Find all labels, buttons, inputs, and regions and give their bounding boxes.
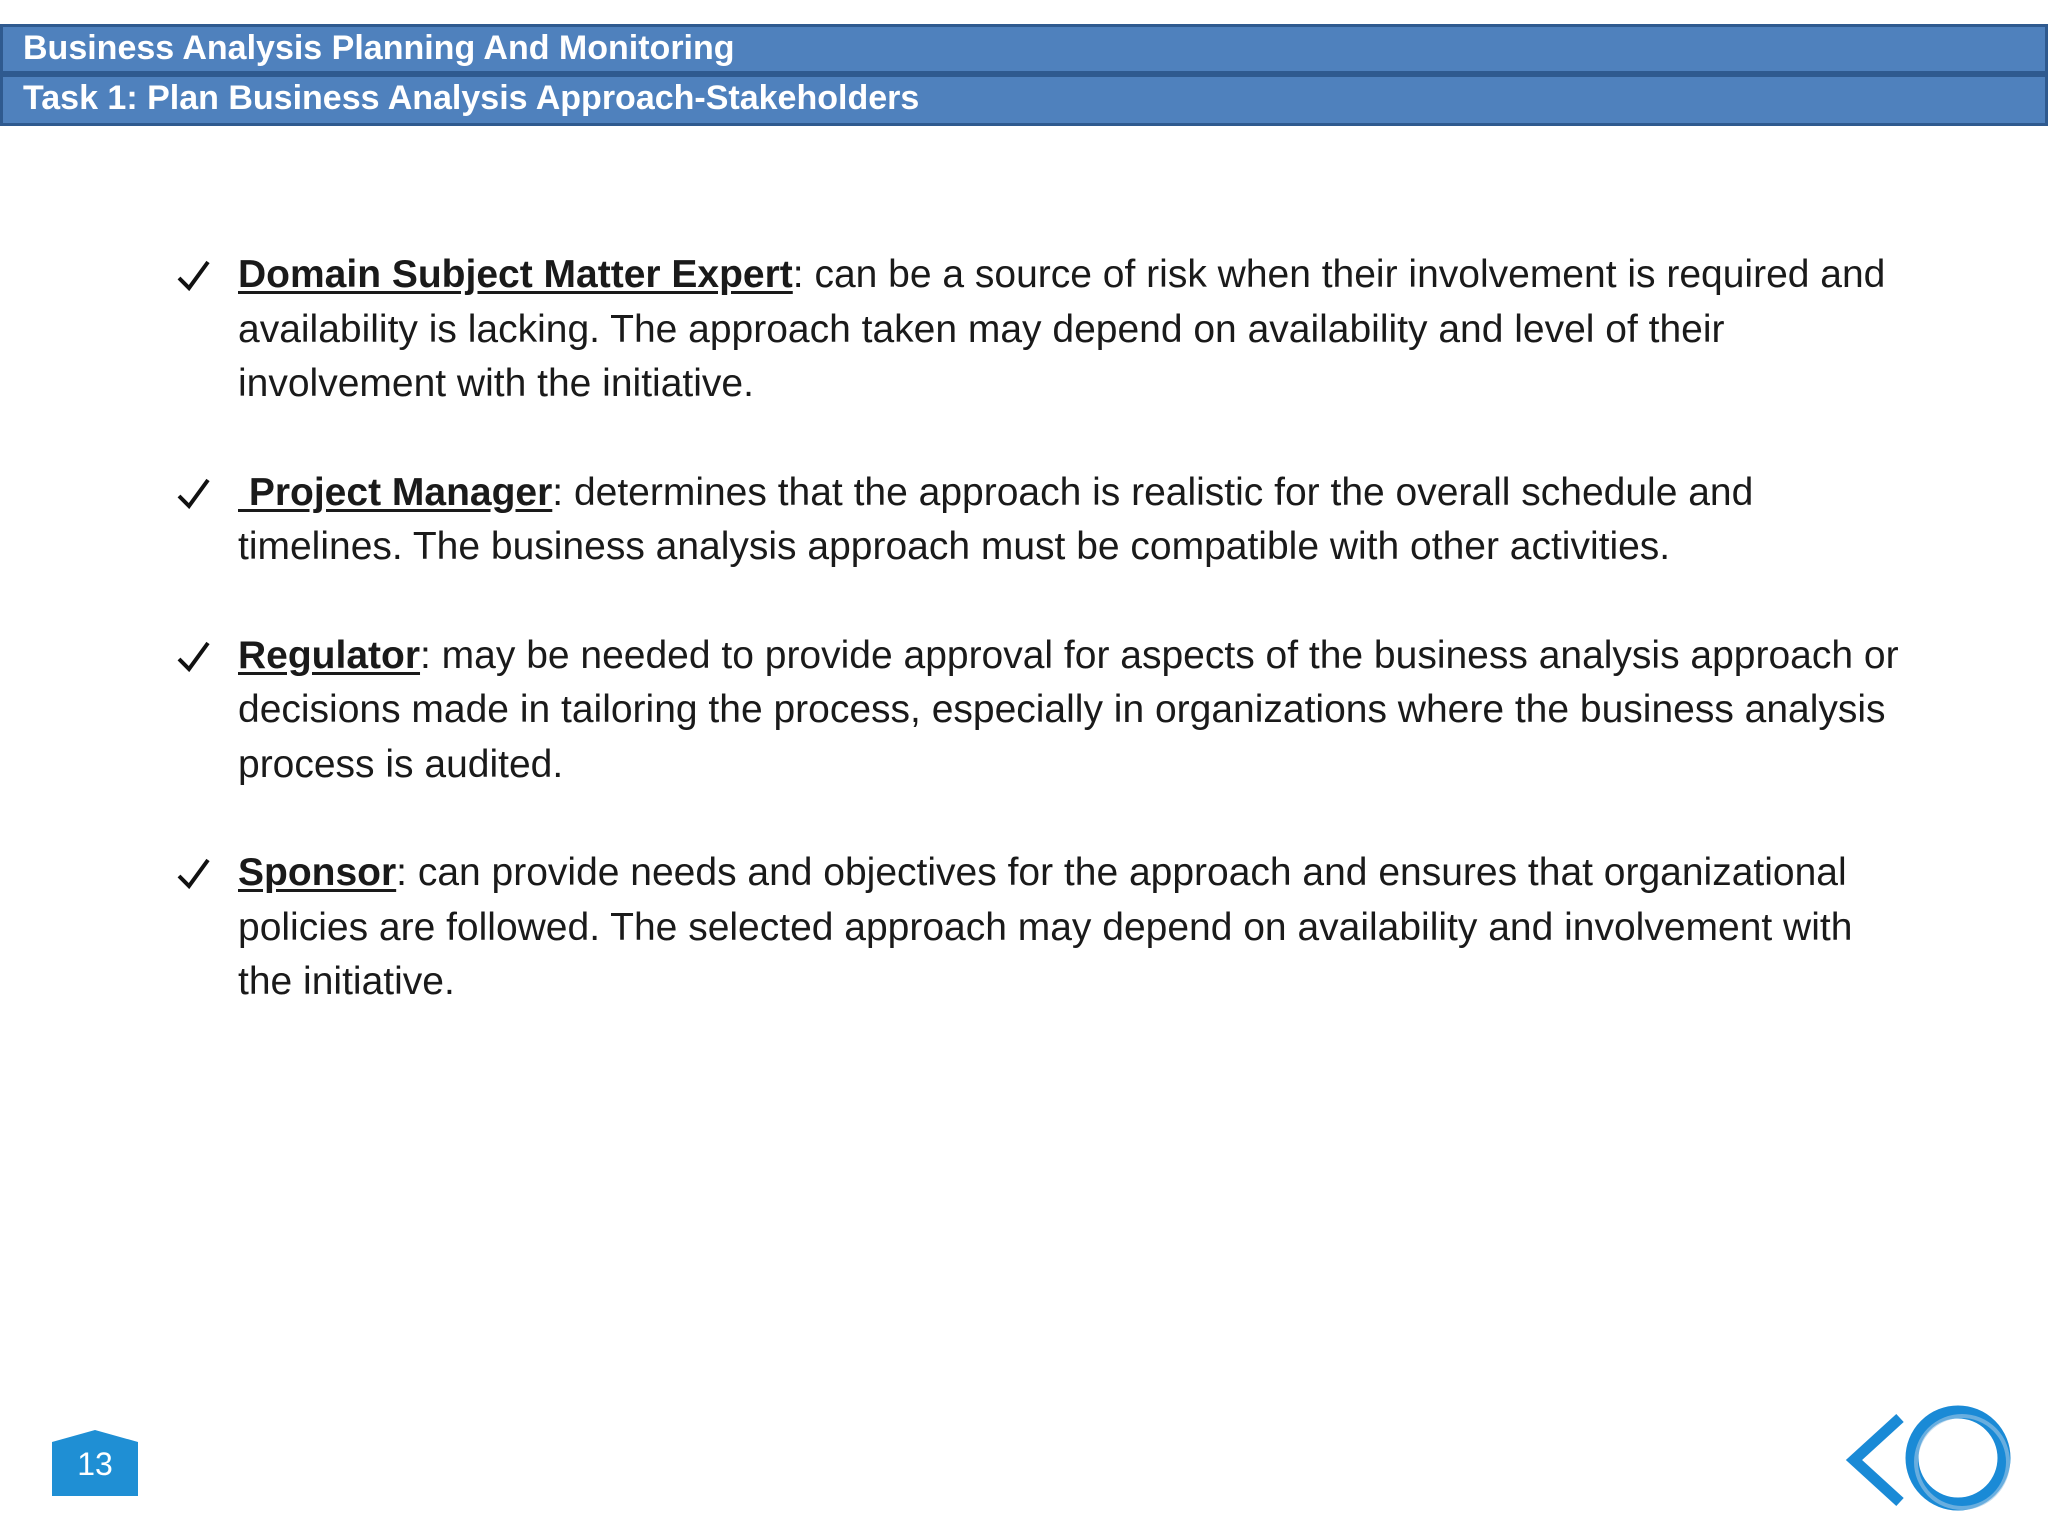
page-number: 13 xyxy=(77,1446,113,1482)
checkmark-icon xyxy=(175,629,213,683)
bullet-text: : can provide needs and objectives for the approach and ensures that organizational policies are followed. The selected approach may depend on availability and involvement with the initiative. xyxy=(238,851,1853,1003)
bullet-text: : determines that the approach is realistic for the overall schedule and timelines. The business analysis approach must be compatible with other activities. xyxy=(238,470,1754,568)
page-number-badge xyxy=(52,1430,138,1496)
bullet-term: Sponsor xyxy=(238,851,397,894)
bullet-term: Domain Subject Matter Expert xyxy=(238,253,793,296)
company-logo xyxy=(1842,1398,2022,1518)
bullet-project-manager xyxy=(175,466,1915,575)
bullet-term: Project Manager xyxy=(238,470,553,514)
checkmark-icon xyxy=(175,466,213,520)
checkmark-icon xyxy=(175,248,213,302)
bullet-text: : can be a source of risk when their involvement is required and availability is lacking. The approach taken may depend on availability and level of their involvement with the initiative. xyxy=(238,253,1886,405)
bullet-regulator xyxy=(175,629,1915,793)
slide-section-title: Business Analysis Planning And Monitoring xyxy=(0,24,2048,74)
stakeholder-list xyxy=(175,248,1915,1064)
bullet-sponsor xyxy=(175,846,1915,1010)
checkmark-icon xyxy=(175,846,213,900)
slide-task-title: Task 1: Plan Business Analysis Approach-Stakeholders xyxy=(0,74,2048,126)
bullet-domain-sme xyxy=(175,248,1915,412)
bullet-text: : may be needed to provide approval for aspects of the business analysis approach or decisions made in tailoring the process, especially in organizations where the business analysis process is audited. xyxy=(238,633,1899,786)
bullet-term: Regulator xyxy=(238,633,421,677)
